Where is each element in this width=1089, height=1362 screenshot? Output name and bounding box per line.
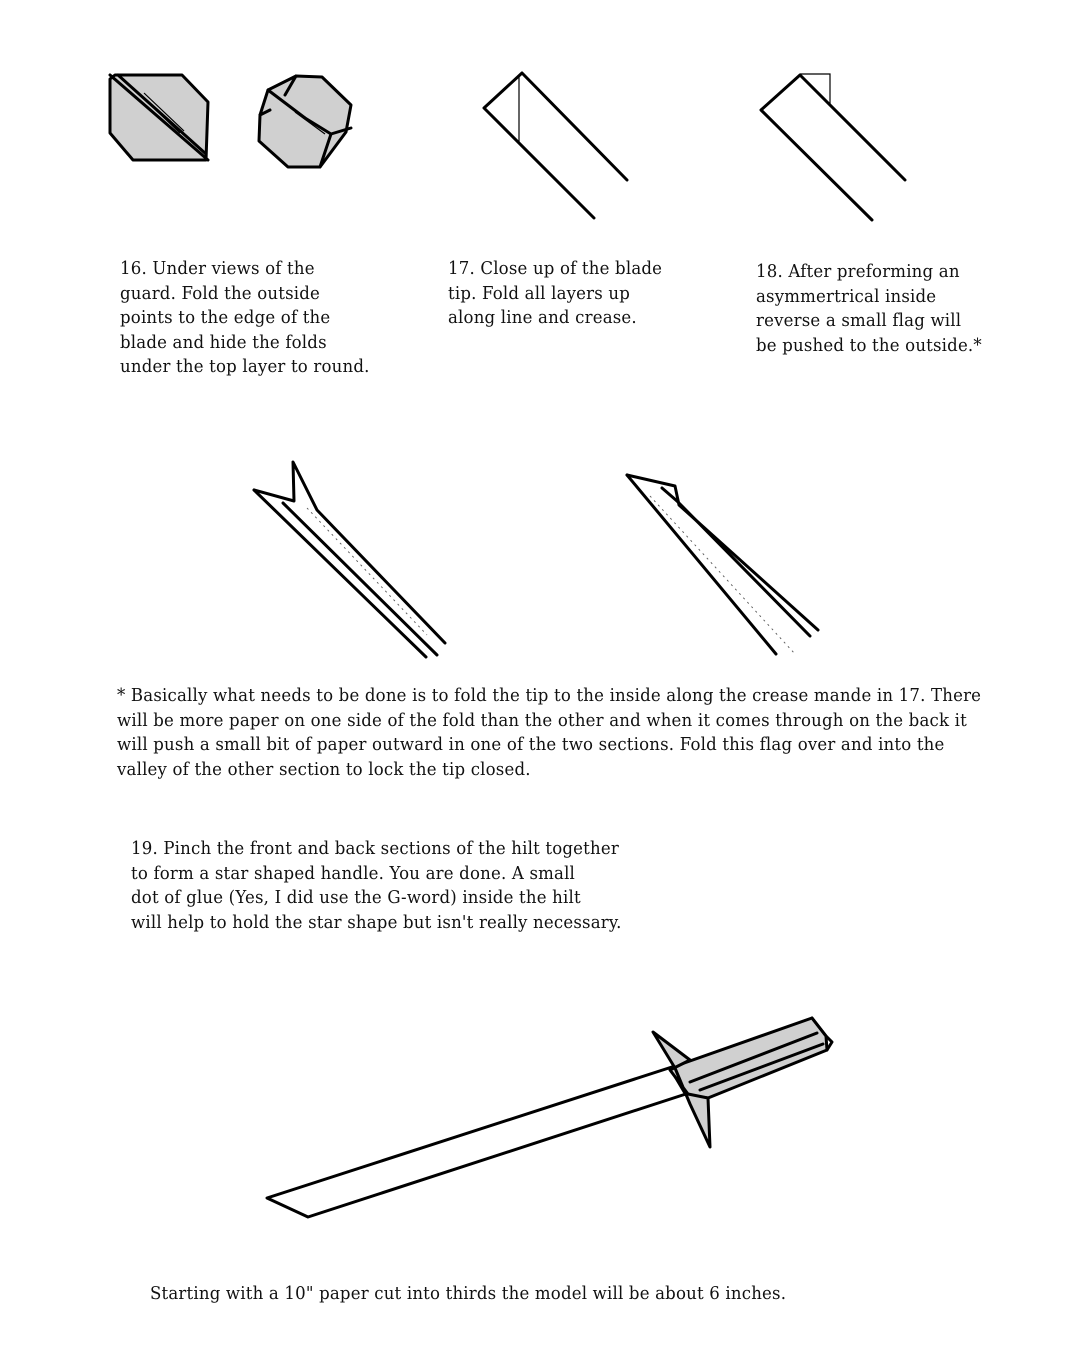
caption-line: will help to hold the star shape but isn't really necessary. bbox=[131, 911, 622, 933]
closed-tip-front-diagram bbox=[245, 455, 455, 665]
inside-reverse-tip-diagram bbox=[750, 60, 920, 230]
note-line: will push a small bit of paper outward in one of the two sections. Fold this flag over and into the bbox=[117, 734, 945, 755]
caption-line: tip. Fold all layers up bbox=[448, 282, 631, 304]
caption-line: 16. Under views of the bbox=[120, 258, 315, 279]
caption-line: under the top layer to round. bbox=[120, 356, 370, 377]
caption-line: dot of glue (Yes, I did use the G-word) inside the hilt bbox=[131, 887, 581, 908]
step-16-caption bbox=[120, 257, 370, 380]
note-line: will be more paper on one side of the fold than the other and when it comes through on the back it bbox=[117, 709, 967, 731]
caption-line: asymmertrical inside bbox=[756, 285, 937, 307]
guard-under-view-diagram-a bbox=[100, 65, 220, 175]
footer-line: Starting with a 10" paper cut into thirds the model will be about 6 inches. bbox=[150, 1283, 787, 1304]
note-line: * Basically what needs to be done is to fold the tip to the inside along the crease mande in 17. There bbox=[117, 685, 982, 706]
guard-under-view-diagram-b bbox=[250, 70, 360, 175]
step-18-caption bbox=[756, 260, 982, 358]
caption-line: blade and hide the folds bbox=[120, 331, 327, 353]
finished-sword-diagram bbox=[260, 1010, 840, 1225]
note-paragraph bbox=[117, 684, 981, 782]
blade-tip-diagram bbox=[470, 60, 650, 230]
caption-line: points to the edge of the bbox=[120, 307, 331, 328]
caption-line: guard. Fold the outside bbox=[120, 282, 321, 304]
note-line: valley of the other section to lock the tip closed. bbox=[117, 758, 531, 780]
caption-line: reverse a small flag will bbox=[756, 310, 962, 331]
footer-note bbox=[150, 1282, 786, 1307]
step-17-caption bbox=[448, 257, 662, 331]
caption-line: to form a star shaped handle. You are done. A small bbox=[131, 862, 576, 884]
step-19-caption bbox=[131, 837, 622, 935]
caption-line: be pushed to the outside.* bbox=[756, 334, 982, 356]
caption-line: along line and crease. bbox=[448, 307, 637, 328]
caption-line: 17. Close up of the blade bbox=[448, 258, 663, 279]
caption-line: 18. After preforming an bbox=[756, 261, 960, 282]
caption-line: 19. Pinch the front and back sections of the hilt together bbox=[131, 838, 619, 859]
closed-tip-back-diagram bbox=[620, 468, 825, 663]
